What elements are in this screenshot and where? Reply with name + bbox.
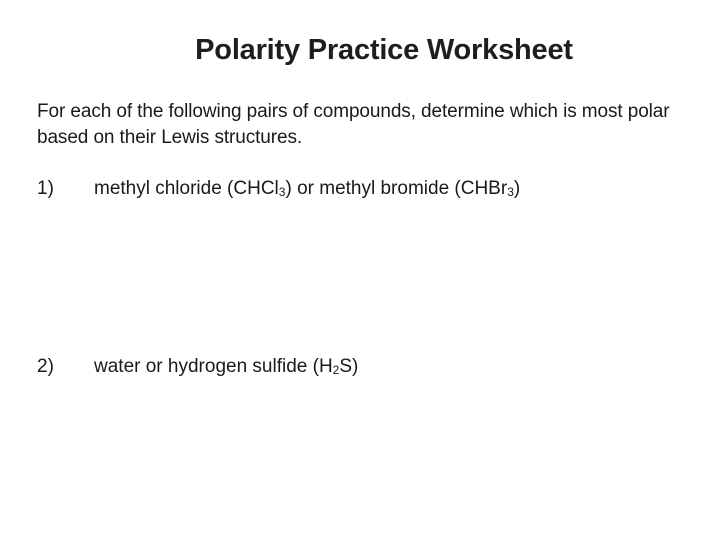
worksheet-title: Polarity Practice Worksheet — [195, 34, 573, 66]
question-text-part: methyl chloride (CHCl — [94, 178, 279, 199]
subscript: 2 — [332, 363, 340, 377]
question-text-part: water or hydrogen sulfide (H — [94, 356, 333, 377]
question-number: 1) — [37, 178, 54, 199]
question-2 — [37, 355, 358, 379]
subscript: 3 — [507, 185, 514, 199]
question-number: 2) — [37, 356, 54, 377]
instructions-text: For each of the following pairs of compounds, determine which is most polar based on their Lewis structures. — [37, 101, 670, 148]
question-text-part: ) — [513, 178, 521, 199]
subscript: 3 — [278, 185, 286, 199]
question-1 — [37, 177, 520, 201]
question-text-part: ) or methyl bromide (CHBr — [285, 178, 508, 199]
question-text-part: S) — [339, 356, 359, 377]
